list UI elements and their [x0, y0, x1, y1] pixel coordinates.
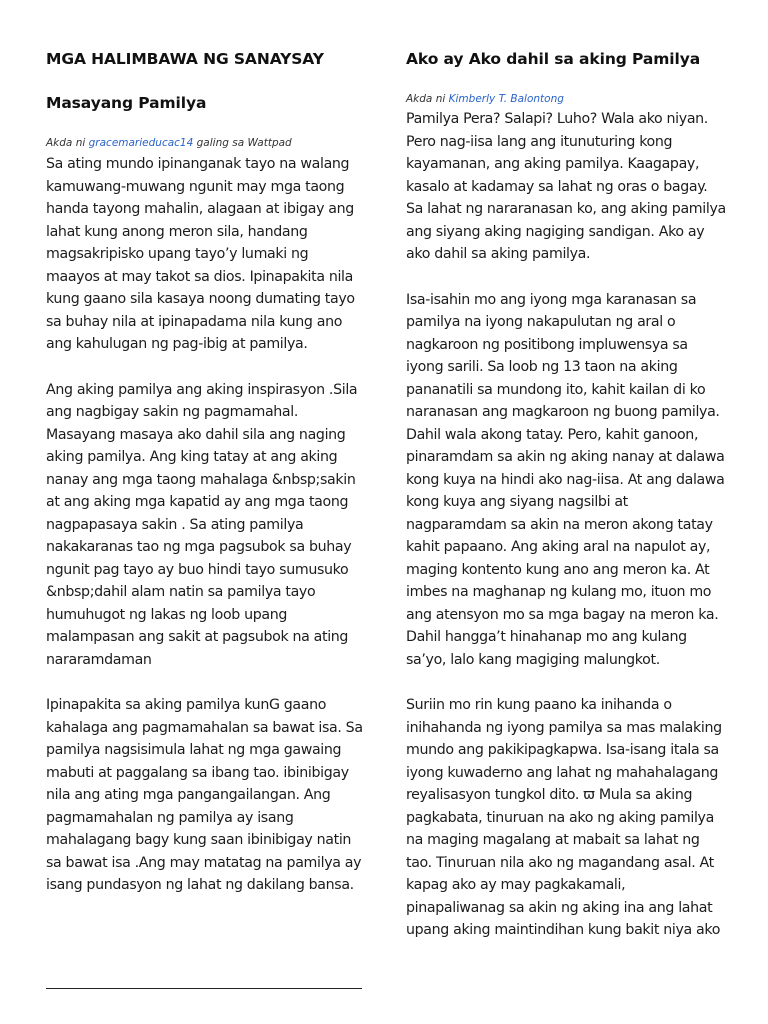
section-title: MGA HALIMBAWA NG SANAYSAY [46, 50, 324, 68]
essay-body [406, 108, 726, 965]
author-link[interactable]: gracemarieducac14 [88, 137, 194, 149]
paragraph: Sa ating mundo ipinanganak tayo na walang kamuwang-muwang ngunit may mga taong handa tayong mahalin, alagaan at ibigay ang lahat kung anong meron sila, handang magsakripisko upang tayo’y lumaki ng maayos at may takot sa dios. Ipinapakita nila kung gaano sila kasaya noong dumating tayo sa buhay nila at ipinapadama nila kung ano ang kahulugan ng pag-ibig at pamilya. [46, 156, 355, 352]
paragraph: Ang aking pamilya ang aking inspirasyon .Sila ang nagbigay sakin ng pagmamahal. Masayang masaya ako dahil sila ang naging aking pamilya. Ang king tatay at ang aking nanay ang mga taong mahalaga &nbsp;sakin at ang aking mga kapatid ay ang mga taong nagpapasaya sakin . Sa ating pamilya nakakaranas tao ng mga pagsubok sa buhay ngunit pag tayo ay buo hindi tayo sumusuko &nbsp;dahil alam natin sa pamilya tayo humuhugot ng lakas ng loob upang malampasan ang sakit at pagsubok na ating nararamdaman [46, 381, 358, 668]
paragraph: Ipinapakita sa aking pamilya kunG gaano kahalaga ang pagmamahalan sa bawat isa. Sa pamilya nagsisimula lahat ng mga gawaing mabuti at paggalang sa ibang tao. ibinibigay nila ang ating mga pangangailangan. Ang pagmamahalan ng pamilya ay isang mahalagang bagy kung saan ibinibigay natin sa bawat isa .Ang may matatag na pamilya ay isang pundasyon ng lahat ng dakilang bansa. [46, 697, 363, 893]
divider [46, 988, 362, 989]
author-link[interactable]: Kimberly T. Balontong [448, 93, 564, 105]
essay-body [46, 153, 364, 920]
paragraph: Pamilya Pera? Salapi? Luho? Wala ako niyan. Pero nag-iisa lang ang itunuturing kong kayamanan, ang aking pamilya. Kaagapay, kasalo at kadamay sa lahat ng oras o bagay. Sa lahat ng nararanasan ko, ang aking pamilya ang siyang aking nagiging sandigan. Ako ay ako dahil sa aking pamilya. [406, 111, 726, 262]
essay-title-ako-ay-ako: Ako ay Ako dahil sa aking Pamilya [406, 50, 701, 68]
paragraph: Suriin mo rin kung paano ka inihanda o inihahanda ng iyong pamilya sa mas malaking mundo ang pakikipagkapwa. Isa-isang itala sa iyong kuwaderno ang lahat ng mahahalagang reyalisasyon tungkol dito. ϖ Mula sa aking pagkabata, tinuruan na ako ng aking pamilya na maging magalang at mabait sa lahat ng tao. Tinuruan nila ako ng magandang asal. At kapag ako ay may pagkakamali, pinapaliwanag sa akin ng aking ina ang lahat upang aking maintindihan kung bakit niya ako [406, 697, 722, 938]
byline-prefix: Akda ni [46, 137, 89, 149]
byline [46, 137, 292, 149]
byline-suffix: galing sa Wattpad [193, 137, 292, 149]
paragraph: Isa-isahin mo ang iyong mga karanasan sa pamilya na iyong nakapulutan ng aral o nagkaroon ng positibong impluwensya sa iyong sarili. Sa loob ng 13 taon na aking pananatili sa mundong ito, kahit kailan di ko naranasan ang magkaroon ng buong pamilya. Dahil wala akong tatay. Pero, kahit ganoon, pinaramdam sa akin ng aking nanay at dalawa kong kuya na hindi ako nag-iisa. At ang dalawa kong kuya ang siyang nagsilbi at nagparamdam sa akin na meron akong tatay kahit papaano. Ang aking aral na napulot ay, maging kontento kung ano ang meron ka. At imbes na maghanap ng kulang mo, ituon mo ang atensyon mo sa mga bagay na meron ka. Dahil hangga’t hinahanap mo ang kulang sa’yo, lalo kang magiging malungkot. [406, 291, 725, 668]
essay-title-masayang-pamilya: Masayang Pamilya [46, 94, 207, 112]
byline [406, 93, 564, 105]
byline-prefix: Akda ni [406, 93, 449, 105]
